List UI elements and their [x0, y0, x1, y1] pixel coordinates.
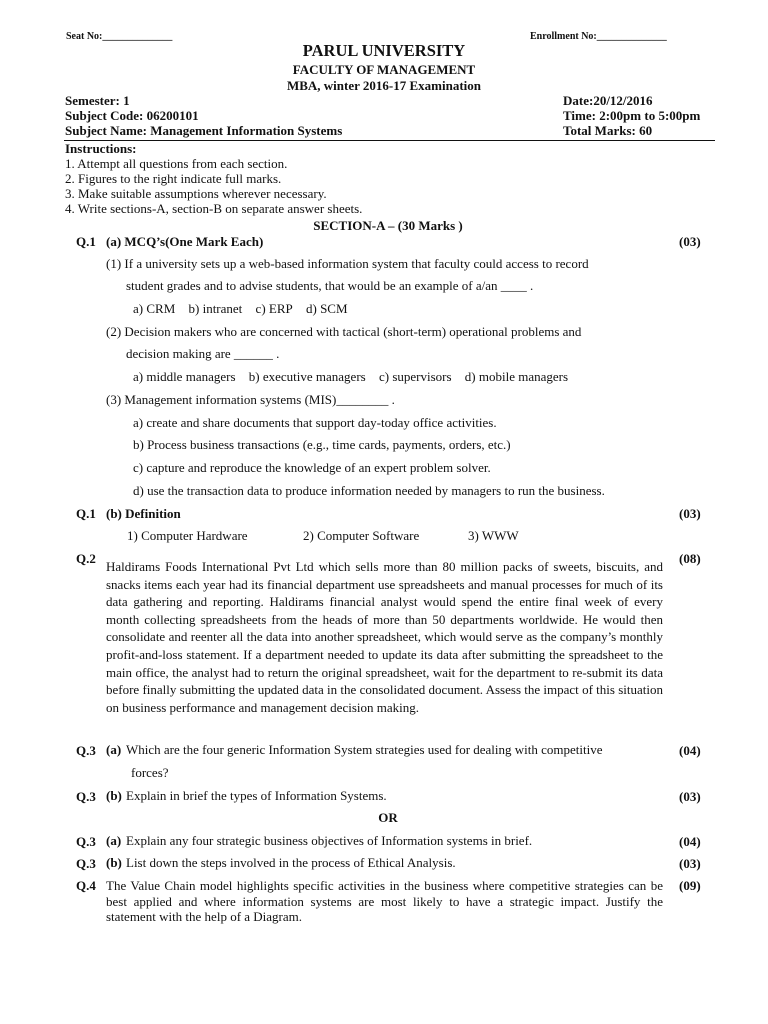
- question-number: Q.4: [76, 878, 96, 893]
- question-number: Q.3: [76, 743, 96, 758]
- question-number: Q.3: [76, 789, 96, 804]
- mcq-option: d) SCM: [306, 301, 348, 316]
- mcq-option: b) Process business transactions (e.g., time cards, payments, orders, etc.): [133, 437, 511, 452]
- university-title: PARUL UNIVERSITY: [302, 41, 466, 60]
- instruction-item: 4. Write sections-A, section-B on separate answer sheets.: [65, 201, 363, 216]
- mcq-option: a) CRM: [133, 301, 176, 316]
- q3a-label: (a): [106, 742, 122, 757]
- q3a-alt-text: Explain any four strategic business objectives of Information systems in brief.: [126, 833, 533, 848]
- mcq-option: d) use the transaction data to produce information needed by managers to run the business.: [133, 483, 605, 498]
- enrollment-number-label: Enrollment No:______________: [530, 31, 667, 42]
- q1a-marks: (03): [679, 234, 701, 249]
- faculty-title: FACULTY OF MANAGEMENT: [292, 62, 476, 77]
- semester: Semester: 1: [65, 93, 130, 108]
- mcq-option: c) supervisors: [378, 369, 452, 384]
- q3b-alt-label: (b): [106, 855, 122, 870]
- instructions-title: Instructions:: [65, 141, 137, 156]
- q4-marks: (09): [679, 878, 701, 893]
- q1b-title: (b) Definition: [106, 506, 181, 521]
- definition-term: 1) Computer Hardware: [127, 528, 248, 543]
- instruction-item: 3. Make suitable assumptions wherever necessary.: [65, 186, 327, 201]
- mcq-2-options: [133, 369, 578, 385]
- or-divider: OR: [378, 810, 398, 825]
- mcq-1-line1: (1) If a university sets up a web-based information system that faculty could access to record: [106, 256, 589, 271]
- question-number: Q.2: [76, 551, 96, 566]
- mcq-2-line1: (2) Decision makers who are concerned with tactical (short-term) operational problems and: [106, 324, 582, 339]
- q3a-marks: (04): [679, 743, 701, 758]
- q3b-alt-text: List down the steps involved in the process of Ethical Analysis.: [126, 855, 456, 870]
- total-marks: Total Marks: 60: [563, 123, 653, 138]
- mcq-1-line2: student grades and to advise students, that would be an example of a/an ____ .: [126, 278, 534, 293]
- exam-time: Time: 2:00pm to 5:00pm: [563, 108, 701, 123]
- q4-text: The Value Chain model highlights specific activities in the business where competitive strategies can be best applied and where information systems are most likely to have a strategic impact. Justify the statement with the help of a Diagram.: [106, 878, 663, 924]
- q1a-title: (a) MCQ’s(One Mark Each): [106, 234, 264, 249]
- seat-number-label: Seat No:______________: [66, 31, 173, 42]
- mcq-option: a) middle managers: [133, 369, 236, 384]
- q3b-text: Explain in brief the types of Information Systems.: [126, 788, 387, 803]
- q2-case-text: Haldirams Foods International Pvt Ltd which sells more than 80 million packs of sweets, biscuits, and snacks items each year had its financial department use spreadsheets and manual processes for much of its data gathering and reporting. Haldirams financial analyst would spend the entire final week of every month collecting spreadsheets from the heads of more than 50 departments worldwide. He would then consolidate and reenter all the data into another spreadsheet, which would serve as the company’s monthly profit-and-loss statement. If a department needed to update its data after submitting the spreadsheet to the main office, the analyst had to return the original spreadsheet, wait for the department to re-submit its data before finally submitting the updated data in the consolidated document. Assess the impact of this situation on business performance and management decision making.: [106, 559, 663, 715]
- mcq-2-line2: decision making are ______ .: [126, 346, 280, 361]
- q3a-line2: forces?: [131, 765, 169, 780]
- q2-marks: (08): [679, 551, 701, 566]
- header-divider: [64, 140, 715, 141]
- q3b-label: (b): [106, 788, 122, 803]
- q3a-line1: Which are the four generic Information System strategies used for dealing with competitive: [126, 742, 603, 757]
- section-a-title: SECTION-A – (30 Marks ): [313, 218, 463, 233]
- q3a-alt-label: (a): [106, 833, 122, 848]
- mcq-option: a) create and share documents that support day-today office activities.: [133, 415, 497, 430]
- mcq-option: c) capture and reproduce the knowledge of an expert problem solver.: [133, 460, 491, 475]
- mcq-3-line1: (3) Management information systems (MIS)________ .: [106, 392, 395, 407]
- instruction-item: 2. Figures to the right indicate full marks.: [65, 171, 282, 186]
- mcq-option: c) ERP: [255, 301, 293, 316]
- subject-code: Subject Code: 06200101: [65, 108, 199, 123]
- exam-title: MBA, winter 2016-17 Examination: [286, 78, 482, 93]
- definition-term: 2) Computer Software: [303, 528, 420, 543]
- subject-name: Subject Name: Management Information Systems: [65, 123, 343, 138]
- question-number: Q.1: [76, 506, 96, 521]
- mcq-option: b) intranet: [188, 301, 243, 316]
- question-number: Q.3: [76, 834, 96, 849]
- question-number: Q.1: [76, 234, 96, 249]
- mcq-1-options: [133, 301, 358, 317]
- q3a-alt-marks: (04): [679, 834, 701, 849]
- instruction-item: 1. Attempt all questions from each section.: [65, 156, 288, 171]
- q3b-alt-marks: (03): [679, 856, 701, 871]
- mcq-option: b) executive managers: [248, 369, 366, 384]
- definition-term: 3) WWW: [468, 528, 519, 543]
- exam-date: Date:20/12/2016: [563, 93, 653, 108]
- mcq-option: d) mobile managers: [464, 369, 569, 384]
- q3b-marks: (03): [679, 789, 701, 804]
- question-number: Q.3: [76, 856, 96, 871]
- q1b-marks: (03): [679, 506, 701, 521]
